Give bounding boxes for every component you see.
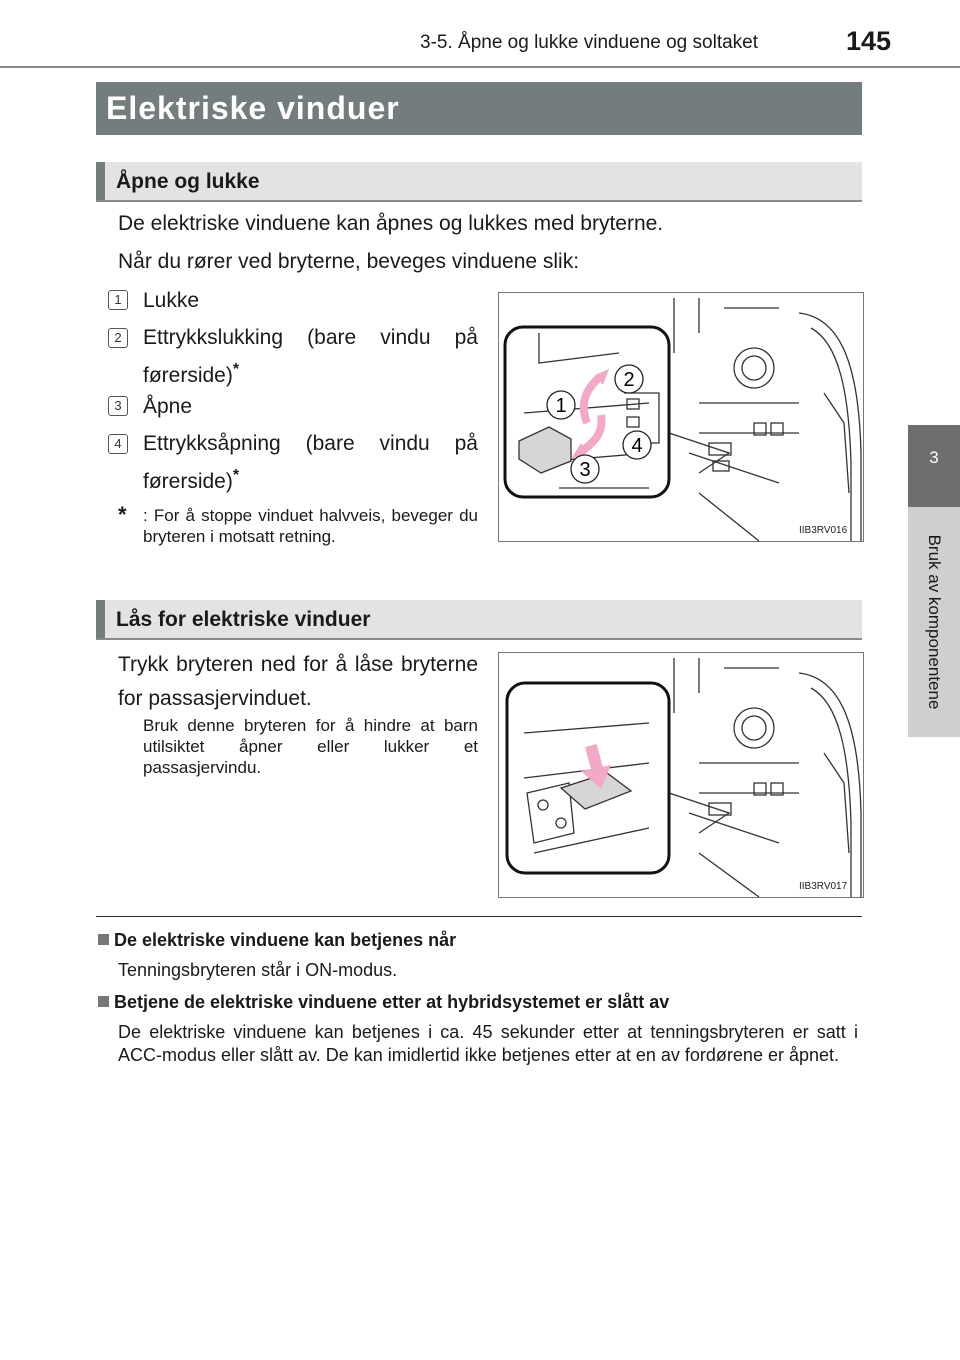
note-heading-1: De elektriske vinduene kan betjenes når: [98, 930, 456, 951]
intro-text-1: De elektriske vinduene kan åpnes og lukkes med bryterne.: [118, 212, 664, 235]
item-number-2: 2: [108, 328, 128, 348]
subheading-window-lock: [96, 600, 862, 640]
callout-1: 1: [555, 395, 567, 417]
callout-4: 4: [631, 435, 643, 457]
note-body-2: De elektriske vinduene kan betjenes i ca. 45 sekunder etter at tenningsbryteren er satt i ACC-modus eller slått av. De kan imidlertid ikke betjenes etter at en av fordørene er åpnet.: [118, 1022, 858, 1065]
item-text-3: Åpne: [143, 395, 193, 418]
intro-text-2: Når du rører ved bryterne, beveges vinduene slik:: [118, 250, 580, 273]
header-rule: [0, 66, 960, 68]
figure-window-switch-illustration: [499, 293, 863, 541]
figure-window-lock-illustration: [499, 653, 863, 897]
item-number-3: 3: [108, 396, 128, 416]
figure-code-1: IIB3RV016: [799, 525, 848, 536]
note-heading-2: Betjene de elektriske vinduene etter at hybridsystemet er slått av: [98, 992, 669, 1013]
subheading-open-close: [96, 162, 862, 202]
footnote-mark: *: [118, 502, 127, 527]
item-number-1: 1: [108, 290, 128, 310]
page-title-bar: [96, 82, 862, 135]
lock-instruction: Trykk bryteren ned for å låse bryterne for passasjervinduet.: [118, 653, 478, 710]
chapter-label: Bruk av komponentene: [925, 534, 944, 710]
item-number-4: 4: [108, 434, 128, 454]
figure-window-lock: [498, 652, 864, 898]
square-bullet-icon: [98, 996, 109, 1007]
note-body-1: Tenningsbryteren står i ON-modus.: [118, 960, 398, 980]
figure-window-switch: [498, 292, 864, 542]
callout-3: 3: [579, 459, 591, 481]
subheading-text-2: Lås for elektriske vinduer: [116, 608, 371, 631]
item-text-4: Ettrykksåpning (bare vindu på førerside)*: [143, 432, 478, 493]
footnote-text: : For å stoppe vinduet halvveis, beveger du bryteren i motsatt retning.: [143, 506, 478, 546]
item-text-1: Lukke: [143, 289, 200, 312]
item-text-2: Ettrykkslukking (bare vindu på førerside)*: [143, 326, 478, 387]
callout-2: 2: [623, 369, 635, 391]
notes-rule: [96, 916, 862, 917]
figure-code-2: IIB3RV017: [799, 881, 848, 892]
page-title: Elektriske vinduer: [106, 90, 400, 126]
running-header-section: 3-5. Åpne og lukke vinduene og soltaket: [420, 32, 759, 53]
chapter-number: 3: [929, 448, 939, 467]
square-bullet-icon: [98, 934, 109, 945]
page-number: 145: [846, 26, 892, 56]
lock-note: Bruk denne bryteren for å hindre at barn utilsiktet åpner eller lukker et passasjervindu.: [143, 716, 478, 777]
chapter-label-tab: [908, 507, 960, 737]
subheading-text: Åpne og lukke: [116, 170, 260, 193]
